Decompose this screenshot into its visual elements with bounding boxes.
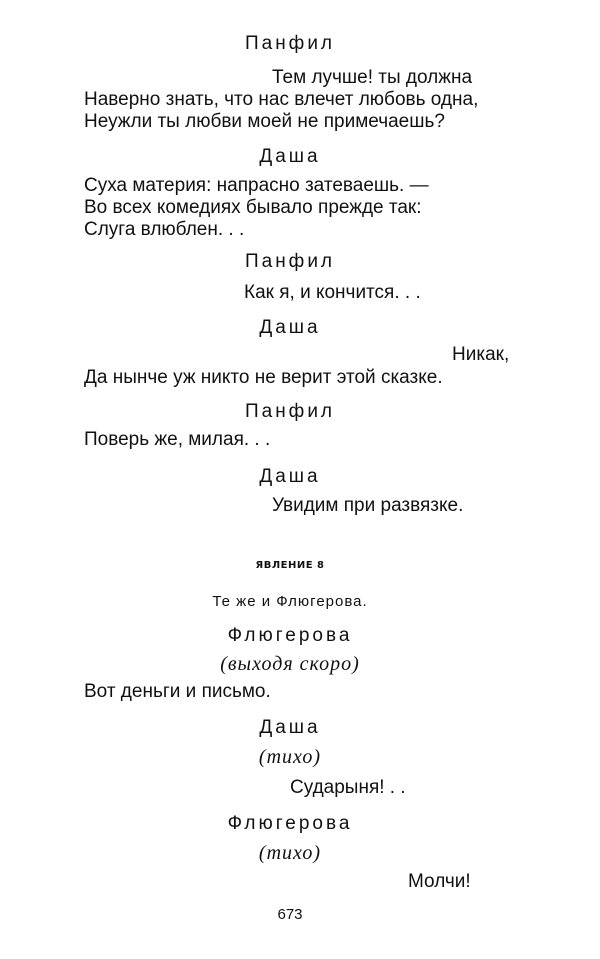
verse-line: Сударыня! . .	[290, 777, 406, 798]
verse-line: Неужли ты любви моей не примечаешь?	[84, 111, 445, 132]
verse-line: Наверно знать, что нас влечет любовь одна,	[84, 89, 479, 110]
speaker-name: Панфил	[244, 251, 336, 272]
verse-line: Слуга влюблен. . .	[84, 219, 245, 240]
speaker-name: Панфил	[244, 401, 336, 422]
verse-line: Суха материя: напрасно затеваешь. —	[84, 175, 429, 196]
verse-line: Увидим при развязке.	[272, 495, 464, 516]
speaker-name: Даша	[259, 717, 321, 738]
speaker-name: Флюгерова	[227, 625, 353, 646]
speaker-name: Флюгерова	[227, 813, 353, 834]
verse-line: Во всех комедиях бывало прежде так:	[84, 197, 422, 218]
speaker-name: Даша	[259, 146, 321, 167]
stage-direction: (тихо)	[258, 746, 322, 768]
verse-line: Да нынче уж никто не верит этой сказке.	[84, 367, 443, 388]
verse-line: Как я, и кончится. . .	[244, 282, 421, 303]
verse-line: Вот деньги и письмо.	[84, 681, 271, 702]
verse-line: Молчи!	[408, 871, 471, 892]
page-number: 673	[277, 906, 303, 923]
scene-heading: ЯВЛЕНИЕ 8	[255, 560, 325, 571]
verse-line: Тем лучше! ты должна	[272, 67, 473, 88]
stage-direction: (выходя скоро)	[220, 653, 360, 675]
stage-direction: (тихо)	[258, 842, 322, 864]
scene-cast: Те же и Флюгерова.	[212, 593, 368, 610]
speaker-name: Панфил	[244, 33, 336, 54]
speaker-name: Даша	[259, 466, 321, 487]
verse-line: Никак,	[452, 344, 510, 365]
speaker-name: Даша	[259, 317, 321, 338]
verse-line: Поверь же, милая. . .	[84, 429, 271, 450]
